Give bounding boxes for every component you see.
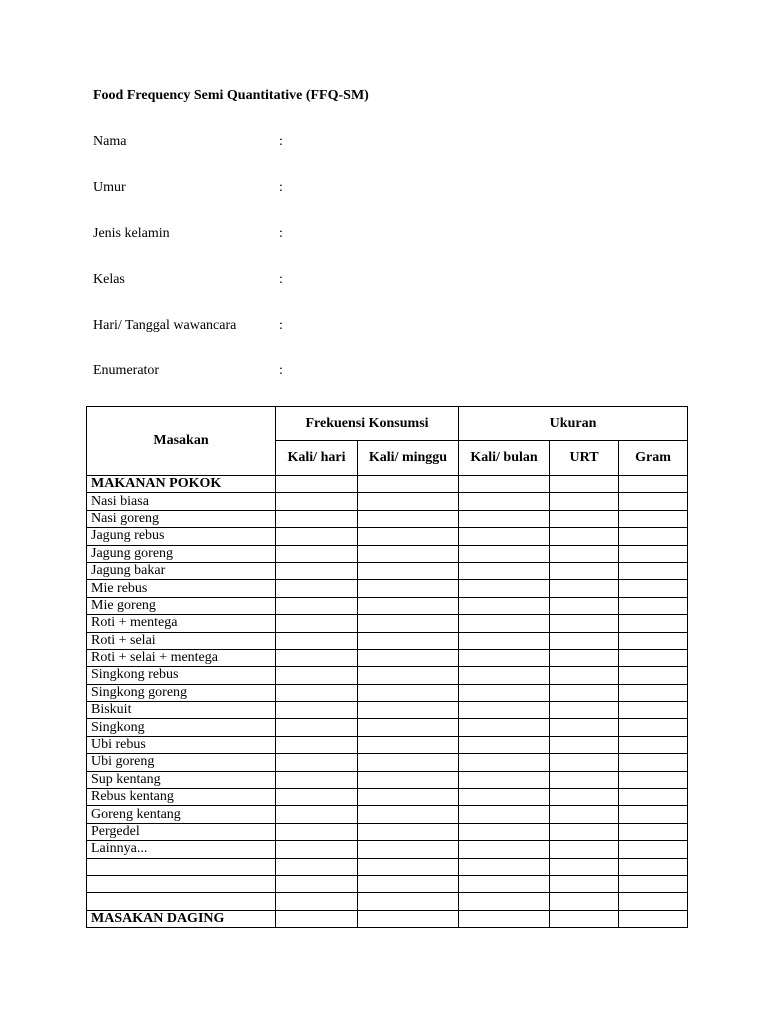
field-umur (93, 180, 283, 196)
category-row (87, 910, 688, 927)
food-item-label: Pergedel (87, 823, 276, 840)
food-item-label: Mie rebus (87, 580, 276, 597)
entry-cell[interactable] (459, 562, 550, 579)
table-row (87, 528, 688, 545)
field-label: Kelas (93, 272, 125, 287)
entry-cell[interactable] (550, 597, 619, 614)
entry-cell[interactable] (276, 858, 358, 875)
table-row (87, 493, 688, 510)
entry-cell[interactable] (550, 858, 619, 875)
food-item-label: Nasi goreng (87, 510, 276, 527)
entry-cell[interactable] (619, 910, 688, 927)
entry-cell[interactable] (459, 702, 550, 719)
header-row-top (87, 407, 688, 441)
category-label: MAKANAN POKOK (87, 476, 276, 493)
entry-cell[interactable] (358, 528, 459, 545)
table-row (87, 719, 688, 736)
entry-cell[interactable] (459, 823, 550, 840)
entry-cell[interactable] (276, 875, 358, 892)
food-item-label: Goreng kentang (87, 806, 276, 823)
entry-cell[interactable] (276, 789, 358, 806)
table-row (87, 632, 688, 649)
entry-cell[interactable] (619, 493, 688, 510)
entry-cell[interactable] (619, 649, 688, 666)
entry-cell[interactable] (276, 580, 358, 597)
entry-cell[interactable] (619, 771, 688, 788)
entry-cell[interactable] (550, 562, 619, 579)
entry-cell[interactable] (550, 789, 619, 806)
entry-cell[interactable] (550, 615, 619, 632)
entry-cell[interactable] (276, 702, 358, 719)
header-masakan: Masakan (87, 407, 276, 476)
page-title: Food Frequency Semi Quantitative (FFQ-SM) (93, 88, 369, 103)
entry-cell[interactable] (619, 545, 688, 562)
category-label: MASAKAN DAGING (87, 910, 276, 927)
entry-cell[interactable] (276, 893, 358, 910)
table-row (87, 562, 688, 579)
entry-cell[interactable] (619, 615, 688, 632)
table-row (87, 754, 688, 771)
table-row (87, 789, 688, 806)
entry-cell[interactable] (276, 493, 358, 510)
entry-cell[interactable] (276, 562, 358, 579)
entry-cell[interactable] (358, 823, 459, 840)
entry-cell[interactable] (358, 649, 459, 666)
field-label: Umur (93, 180, 126, 195)
food-item-label: Jagung goreng (87, 545, 276, 562)
entry-cell[interactable] (550, 649, 619, 666)
entry-cell[interactable] (358, 754, 459, 771)
entry-cell[interactable] (459, 476, 550, 493)
table-row (87, 510, 688, 527)
entry-cell[interactable] (619, 789, 688, 806)
entry-cell[interactable] (358, 702, 459, 719)
entry-cell[interactable] (459, 510, 550, 527)
entry-cell[interactable] (619, 858, 688, 875)
table-row (87, 667, 688, 684)
entry-cell[interactable] (619, 875, 688, 892)
entry-cell[interactable] (459, 597, 550, 614)
food-item-label: Roti + selai + mentega (87, 649, 276, 666)
entry-cell[interactable] (358, 910, 459, 927)
table-row (87, 649, 688, 666)
entry-cell[interactable] (619, 528, 688, 545)
table-row (87, 875, 688, 892)
entry-cell[interactable] (358, 580, 459, 597)
entry-cell[interactable] (358, 493, 459, 510)
field-nama (93, 134, 283, 150)
table-row (87, 806, 688, 823)
entry-cell[interactable] (276, 841, 358, 858)
entry-cell[interactable] (550, 754, 619, 771)
field-label: Nama (93, 134, 127, 149)
entry-cell[interactable] (550, 632, 619, 649)
entry-cell[interactable] (550, 806, 619, 823)
entry-cell[interactable] (358, 875, 459, 892)
entry-cell[interactable] (276, 771, 358, 788)
entry-cell[interactable] (550, 510, 619, 527)
table-row (87, 545, 688, 562)
table-row (87, 736, 688, 753)
entry-cell[interactable] (459, 580, 550, 597)
entry-cell[interactable] (619, 719, 688, 736)
entry-cell[interactable] (550, 684, 619, 701)
food-item-label: Rebus kentang (87, 789, 276, 806)
entry-cell[interactable] (550, 893, 619, 910)
entry-cell[interactable] (459, 719, 550, 736)
food-item-label: Sup kentang (87, 771, 276, 788)
table-row (87, 858, 688, 875)
entry-cell[interactable] (459, 910, 550, 927)
food-item-label: Ubi goreng (87, 754, 276, 771)
entry-cell[interactable] (276, 476, 358, 493)
entry-cell[interactable] (550, 910, 619, 927)
entry-cell[interactable] (619, 736, 688, 753)
entry-cell[interactable] (358, 858, 459, 875)
header-urt: URT (550, 441, 619, 476)
entry-cell[interactable] (276, 649, 358, 666)
entry-cell[interactable] (358, 841, 459, 858)
entry-cell[interactable] (619, 632, 688, 649)
entry-cell[interactable] (358, 562, 459, 579)
field-colon: : (279, 180, 283, 195)
entry-cell[interactable] (358, 893, 459, 910)
entry-cell[interactable] (358, 684, 459, 701)
entry-cell[interactable] (459, 649, 550, 666)
entry-cell[interactable] (276, 615, 358, 632)
entry-cell[interactable] (459, 528, 550, 545)
food-item-label: Roti + selai (87, 632, 276, 649)
entry-cell[interactable] (276, 545, 358, 562)
entry-cell[interactable] (276, 754, 358, 771)
food-item-label: Singkong (87, 719, 276, 736)
entry-cell[interactable] (459, 841, 550, 858)
entry-cell[interactable] (459, 493, 550, 510)
field-colon: : (279, 318, 283, 333)
entry-cell[interactable] (358, 719, 459, 736)
entry-cell[interactable] (459, 771, 550, 788)
entry-cell[interactable] (358, 771, 459, 788)
entry-cell[interactable] (459, 754, 550, 771)
food-item-label: Jagung rebus (87, 528, 276, 545)
entry-cell[interactable] (550, 823, 619, 840)
entry-cell[interactable] (276, 806, 358, 823)
header-gram: Gram (619, 441, 688, 476)
entry-cell[interactable] (358, 667, 459, 684)
food-item-label: Nasi biasa (87, 493, 276, 510)
table-row (87, 841, 688, 858)
entry-cell[interactable] (358, 632, 459, 649)
entry-cell[interactable] (619, 580, 688, 597)
field-colon: : (279, 272, 283, 287)
food-item-label (87, 875, 276, 892)
entry-cell[interactable] (550, 580, 619, 597)
entry-cell[interactable] (358, 510, 459, 527)
header-ukuran: Ukuran (459, 407, 688, 441)
ffq-table (86, 406, 688, 928)
entry-cell[interactable] (459, 789, 550, 806)
entry-cell[interactable] (276, 910, 358, 927)
food-item-label (87, 893, 276, 910)
entry-cell[interactable] (619, 702, 688, 719)
entry-cell[interactable] (619, 823, 688, 840)
entry-cell[interactable] (459, 615, 550, 632)
field-label: Enumerator (93, 363, 160, 378)
entry-cell[interactable] (550, 493, 619, 510)
entry-cell[interactable] (459, 684, 550, 701)
table-row (87, 615, 688, 632)
table-row (87, 771, 688, 788)
entry-cell[interactable] (550, 771, 619, 788)
entry-cell[interactable] (276, 528, 358, 545)
entry-cell[interactable] (459, 667, 550, 684)
entry-cell[interactable] (619, 667, 688, 684)
entry-cell[interactable] (459, 632, 550, 649)
entry-cell[interactable] (619, 562, 688, 579)
entry-cell[interactable] (459, 858, 550, 875)
entry-cell[interactable] (358, 806, 459, 823)
entry-cell[interactable] (550, 667, 619, 684)
entry-cell[interactable] (550, 841, 619, 858)
entry-cell[interactable] (619, 841, 688, 858)
entry-cell[interactable] (550, 528, 619, 545)
food-item-label: Mie goreng (87, 597, 276, 614)
entry-cell[interactable] (358, 597, 459, 614)
entry-cell[interactable] (276, 719, 358, 736)
entry-cell[interactable] (358, 545, 459, 562)
field-jenis-kelamin (93, 226, 283, 242)
field-label: Jenis kelamin (93, 226, 170, 241)
entry-cell[interactable] (550, 719, 619, 736)
entry-cell[interactable] (358, 476, 459, 493)
entry-cell[interactable] (358, 789, 459, 806)
header-kali-hari: Kali/ hari (276, 441, 358, 476)
entry-cell[interactable] (276, 667, 358, 684)
food-item-label: Roti + mentega (87, 615, 276, 632)
entry-cell[interactable] (550, 545, 619, 562)
entry-cell[interactable] (276, 632, 358, 649)
field-enumerator (93, 363, 283, 379)
field-colon: : (279, 363, 283, 378)
entry-cell[interactable] (276, 684, 358, 701)
food-item-label: Ubi rebus (87, 736, 276, 753)
table-row (87, 597, 688, 614)
entry-cell[interactable] (459, 875, 550, 892)
entry-cell[interactable] (276, 510, 358, 527)
table-row (87, 893, 688, 910)
field-colon: : (279, 134, 283, 149)
entry-cell[interactable] (550, 875, 619, 892)
entry-cell[interactable] (619, 597, 688, 614)
table-row (87, 684, 688, 701)
food-item-label: Singkong goreng (87, 684, 276, 701)
field-label: Hari/ Tanggal wawancara (93, 318, 237, 333)
entry-cell[interactable] (619, 893, 688, 910)
field-hari-tanggal-wawancara (93, 318, 283, 334)
food-item-label (87, 858, 276, 875)
entry-cell[interactable] (459, 736, 550, 753)
field-kelas (93, 272, 283, 288)
table-row (87, 580, 688, 597)
ffq-table-body (87, 476, 688, 928)
food-item-label: Jagung bakar (87, 562, 276, 579)
table-row (87, 702, 688, 719)
category-row (87, 476, 688, 493)
entry-cell[interactable] (619, 684, 688, 701)
entry-cell[interactable] (459, 806, 550, 823)
entry-cell[interactable] (550, 736, 619, 753)
entry-cell[interactable] (619, 754, 688, 771)
entry-cell[interactable] (276, 597, 358, 614)
header-kali-bulan: Kali/ bulan (459, 441, 550, 476)
header-frekuensi-konsumsi: Frekuensi Konsumsi (276, 407, 459, 441)
entry-cell[interactable] (459, 545, 550, 562)
entry-cell[interactable] (358, 736, 459, 753)
food-item-label: Biskuit (87, 702, 276, 719)
entry-cell[interactable] (550, 702, 619, 719)
food-item-label: Singkong rebus (87, 667, 276, 684)
food-item-label: Lainnya... (87, 841, 276, 858)
entry-cell[interactable] (276, 823, 358, 840)
header-kali-minggu: Kali/ minggu (358, 441, 459, 476)
entry-cell[interactable] (459, 893, 550, 910)
table-row (87, 823, 688, 840)
entry-cell[interactable] (619, 510, 688, 527)
entry-cell[interactable] (619, 806, 688, 823)
field-colon: : (279, 226, 283, 241)
entry-cell[interactable] (276, 736, 358, 753)
entry-cell[interactable] (619, 476, 688, 493)
entry-cell[interactable] (358, 615, 459, 632)
entry-cell[interactable] (550, 476, 619, 493)
